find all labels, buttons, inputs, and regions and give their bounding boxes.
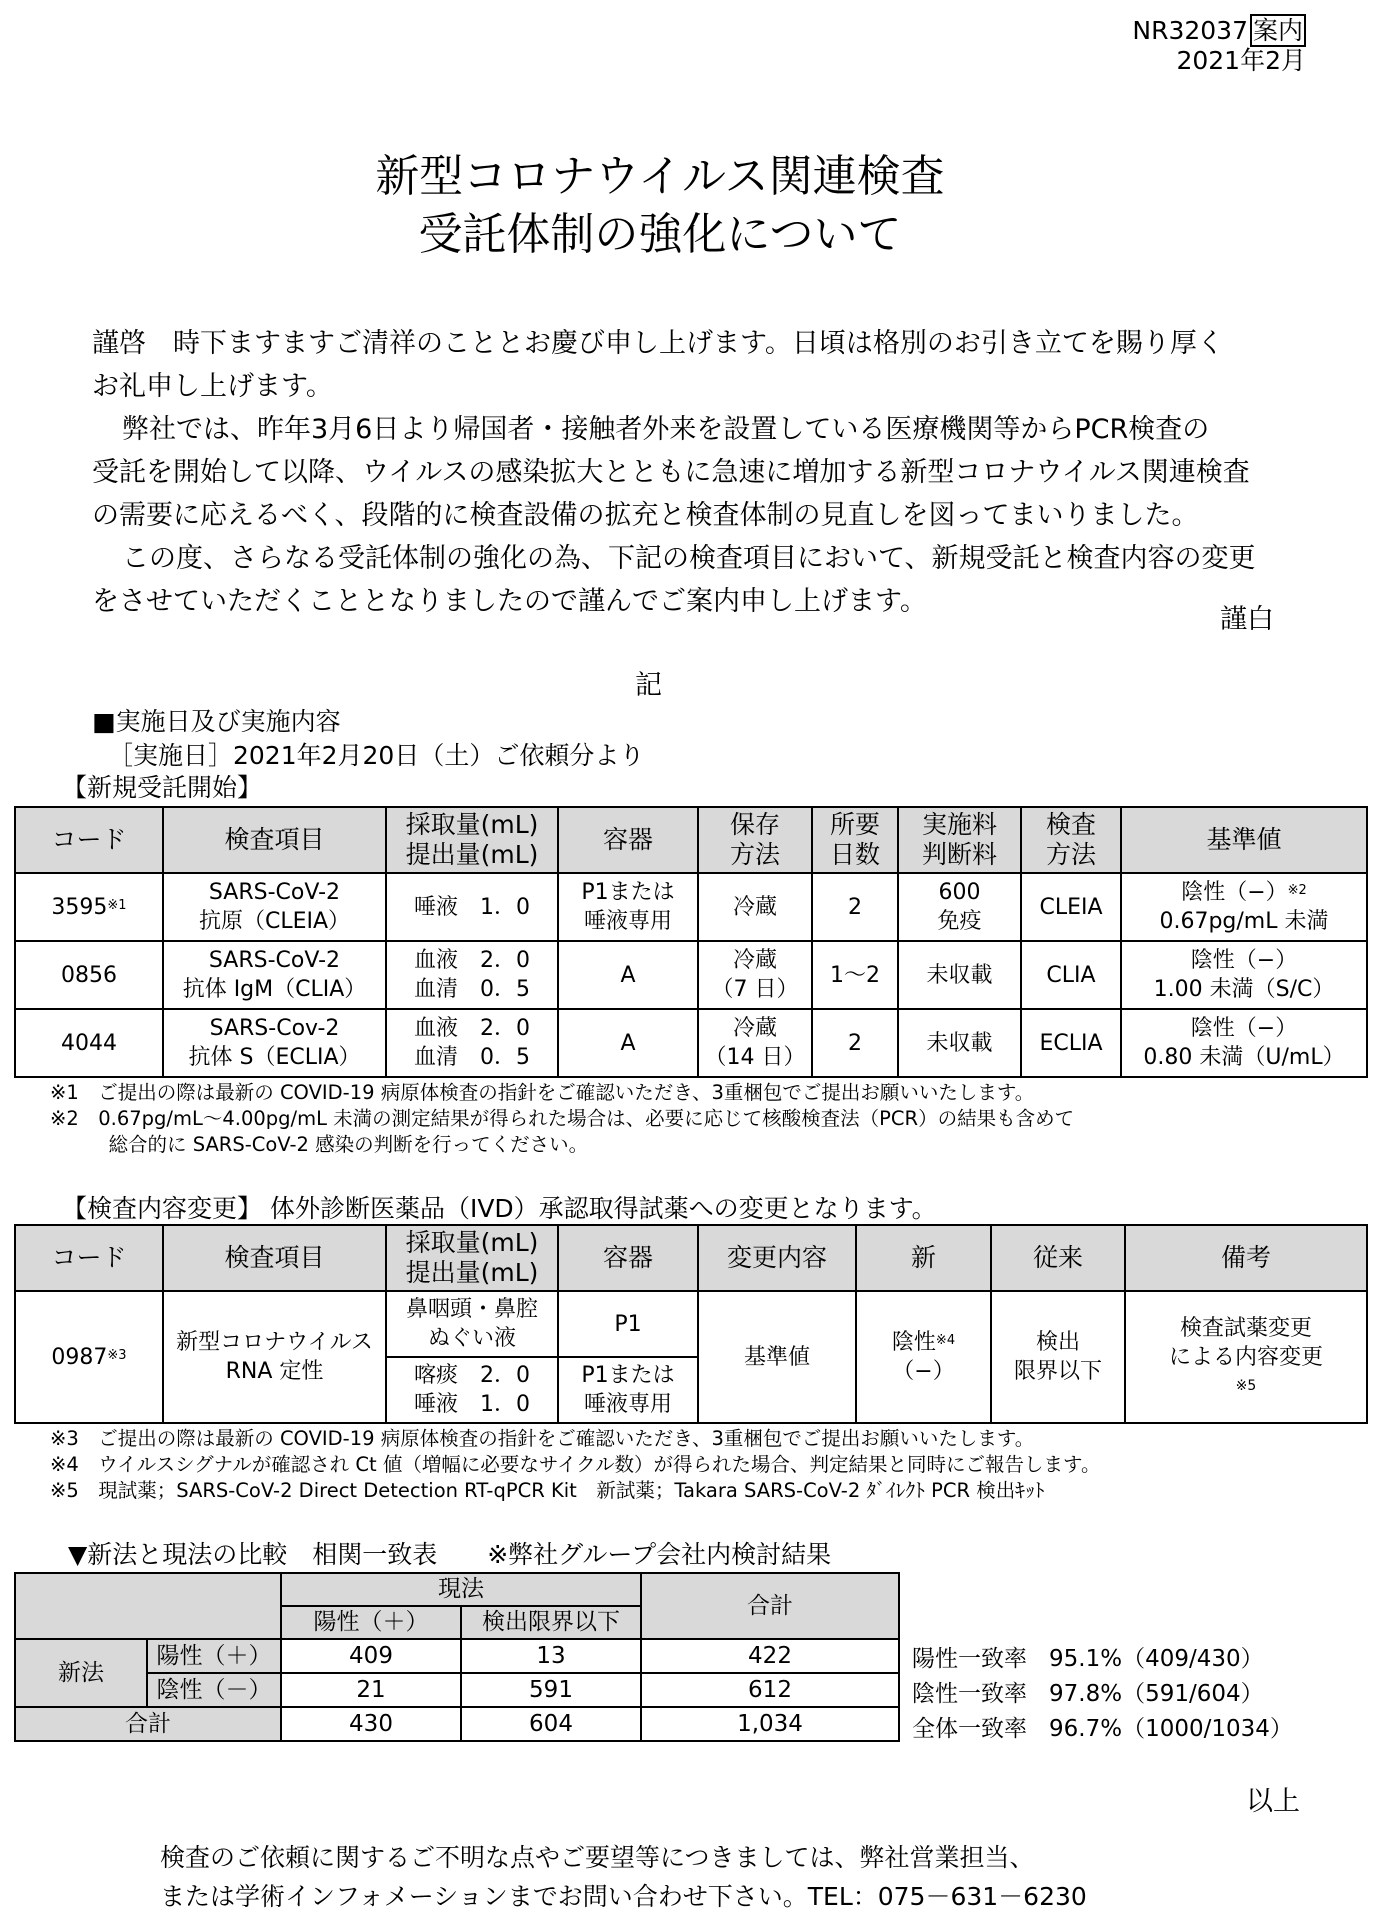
reference-line-2: 0.80 未満（U/mL） [1143, 1045, 1345, 1070]
col-item: 検査項目 [163, 807, 386, 873]
cell-remarks [1125, 1291, 1367, 1423]
cell-value: 430 [281, 1707, 461, 1741]
cell-reference [1121, 873, 1367, 941]
table-row [15, 1009, 1367, 1077]
paragraph-3-line-1: この度、さらなる受託体制の強化の為、下記の検査項目において、新規受託と検査内容の変更 [122, 543, 1256, 574]
col-change: 変更内容 [698, 1225, 856, 1291]
note-4: ※4 ウイルスシグナルが確認され Ct 値（増幅に必要なサイクル数）が得られた場合、判定結果と同時にご報告します。 [50, 1453, 1101, 1476]
item-line-2: 抗体 S（ECLIA） [188, 1045, 361, 1070]
table-row [15, 941, 1367, 1009]
note-marker: ※5 [1235, 1377, 1257, 1394]
col-storage-2: 方法 [729, 840, 780, 869]
cell-method: ECLIA [1021, 1009, 1121, 1077]
item-line-1: 新型コロナウイルス [176, 1330, 373, 1355]
new-tests-table [14, 806, 1368, 1078]
storage-line-1: 冷蔵 [732, 948, 777, 973]
container-line-2: 唾液専用 [583, 909, 672, 934]
cell-item [163, 873, 386, 941]
item-line-2: 抗体 IgM（CLIA） [182, 977, 367, 1002]
cell-code [15, 1291, 163, 1423]
cell-days: 2 [812, 1009, 898, 1077]
reference-line-1: 陰性（−） [1181, 880, 1288, 905]
rate-label: 陽性一致率 [912, 1646, 1027, 1672]
volume-line-2: 血清 0．5 [414, 977, 530, 1002]
paragraph-1-line-2: お礼申し上げます。 [92, 371, 333, 402]
table-row [15, 1291, 1367, 1357]
rate-overall [912, 1712, 1293, 1747]
item-line-2: RNA 定性 [225, 1359, 324, 1384]
cell-item [163, 1291, 386, 1423]
volume-line-2: 血清 0．5 [414, 1045, 530, 1070]
cell-value: 604 [461, 1707, 641, 1741]
cell-days: 1〜2 [812, 941, 898, 1009]
col-container: 容器 [558, 807, 698, 873]
code-value: 3595 [51, 894, 108, 920]
container-line-1: P1または [581, 880, 675, 905]
title-line-1: 新型コロナウイルス関連検査 [375, 151, 945, 202]
cell-volume [386, 1009, 558, 1077]
col-reference: 基準値 [1121, 807, 1367, 873]
cell-container: A [558, 1009, 698, 1077]
cell-reference [1121, 941, 1367, 1009]
rate-value: 97.8%（591/604） [1049, 1681, 1264, 1707]
cell-container-b [558, 1357, 698, 1423]
col-volume [386, 1225, 558, 1291]
table-row [15, 873, 1367, 941]
col-volume-1: 採取量(mL) [405, 810, 539, 839]
storage-line-1: 冷蔵 [732, 1016, 777, 1041]
document-tag: 案内 [1250, 14, 1306, 47]
col-method-2: 方法 [1045, 840, 1096, 869]
table-header-row [15, 807, 1367, 873]
cell-item [163, 1009, 386, 1077]
table-row [15, 1639, 899, 1673]
col-code: コード [15, 807, 163, 873]
ki-heading: 記 [635, 670, 662, 701]
page-title [0, 148, 1320, 264]
section2-heading: 【検査内容変更】 体外診断医薬品（IVD）承認取得試薬への変更となります。 [62, 1194, 937, 1223]
rate-negative [912, 1677, 1293, 1712]
note-5: ※5 現試薬；SARS-CoV-2 Direct Detection RT-qPCR Kit 新試薬；Takara SARS-CoV-2 ﾀﾞｲﾚｸﾄ PCR 検出ｷｯﾄ [50, 1479, 1045, 1502]
cell-old [991, 1291, 1125, 1423]
note-3: ※3 ご提出の際は最新の COVID-19 病原体検査の指針をご確認いただき、3重梱包でご提出お願いいたします。 [50, 1427, 1035, 1450]
cell-volume-a [386, 1291, 558, 1357]
cell-storage [698, 941, 812, 1009]
footer-line-1: 検査のご依頼に関するご不明な点やご要望等につきましては、弊社営業担当、 [160, 1843, 1035, 1872]
cell-value: 422 [641, 1639, 899, 1673]
cell-value: 591 [461, 1673, 641, 1707]
section3-heading: ▼新法と現法の比較 相関一致表 ※弊社グループ会社内検討結果 [68, 1540, 832, 1569]
table-row [15, 1673, 899, 1707]
col-code: コード [15, 1225, 163, 1291]
paragraph-2-line-1: 弊社では、昨年3月6日より帰国者・接触者外来を設置している医療機関等からPCR検査の [122, 414, 1210, 445]
col-volume-2: 提出量(mL) [405, 1258, 539, 1287]
volume-line-1: 唾液 1．0 [414, 894, 530, 920]
closing-text: 謹白 [1220, 604, 1274, 635]
storage-line-2: （14 日） [704, 1045, 806, 1070]
cell-volume-b [386, 1357, 558, 1423]
section1-heading: ■実施日及び実施内容 [92, 707, 341, 736]
col-below-limit: 検出限界以下 [461, 1606, 641, 1639]
table1-notes [50, 1080, 1074, 1158]
corner-cell [15, 1573, 281, 1639]
reference-line-2: 1.00 未満（S/C） [1153, 977, 1335, 1002]
col-fee-2: 判断料 [921, 840, 997, 869]
current-method-header: 現法 [281, 1573, 641, 1606]
end-mark: 以上 [1246, 1786, 1300, 1817]
storage-line-1: 冷蔵 [732, 894, 777, 920]
cell-container: A [558, 941, 698, 1009]
note-2: ※2 0.67pg/mL〜4.00pg/mL 未満の測定結果が得られた場合は、必要に応じて核酸検査法（PCR）の結果も含めて [50, 1107, 1075, 1130]
cell-value: 21 [281, 1673, 461, 1707]
col-days [812, 807, 898, 873]
col-days-2: 日数 [829, 840, 880, 869]
cell-fee: 未収載 [898, 1009, 1021, 1077]
item-line-1: SARS-CoV-2 [208, 880, 341, 905]
table2-notes [50, 1426, 1100, 1504]
code-value: 0987 [51, 1344, 108, 1370]
cell-volume [386, 941, 558, 1009]
cell-reference [1121, 1009, 1367, 1077]
total-header: 合計 [641, 1573, 899, 1639]
table-header-row [15, 1225, 1367, 1291]
col-storage-1: 保存 [729, 810, 780, 839]
content-change-table [14, 1224, 1368, 1424]
cell-code [15, 873, 163, 941]
note-marker: ※4 [935, 1333, 956, 1348]
cell-change: 基準値 [698, 1291, 856, 1423]
cell-container-a: P1 [558, 1291, 698, 1357]
col-item: 検査項目 [163, 1225, 386, 1291]
col-new: 新 [856, 1225, 991, 1291]
fee-line-1: 600 [938, 880, 981, 905]
new-tests-heading: 【新規受託開始】 [62, 773, 263, 802]
volume-b-line-1: 喀痰 2．0 [414, 1363, 530, 1388]
new-method-header: 新法 [15, 1639, 147, 1707]
row-positive: 陽性（＋） [147, 1639, 281, 1673]
remarks-line-2: による内容変更 [1168, 1344, 1323, 1370]
cell-fee: 未収載 [898, 941, 1021, 1009]
new-line-1: 陰性 [891, 1330, 936, 1355]
cell-storage [698, 1009, 812, 1077]
col-fee [898, 807, 1021, 873]
new-line-2: （−） [892, 1359, 955, 1384]
cell-value: 13 [461, 1639, 641, 1673]
reference-line-1: 陰性（−） [1190, 1016, 1298, 1041]
rate-label: 全体一致率 [912, 1716, 1027, 1742]
section1-date: ［実施日］2021年2月20日（土）ご依頼分より [108, 741, 645, 770]
cell-storage [698, 873, 812, 941]
contact-footer [160, 1838, 1087, 1916]
cell-method: CLEIA [1021, 873, 1121, 941]
col-storage [698, 807, 812, 873]
footer-line-2: または学術インフォメーションまでお問い合わせ下さい。TEL：075－631－6230 [160, 1882, 1087, 1911]
row-total: 合計 [15, 1707, 281, 1741]
old-line-2: 限界以下 [1013, 1359, 1102, 1384]
fee-line-2: 免疫 [937, 909, 982, 934]
paragraph-3-line-2: をさせていただくこととなりましたので謹んでご案内申し上げます。 [92, 586, 927, 617]
cell-container [558, 873, 698, 941]
note-marker: ※2 [1287, 883, 1307, 898]
correlation-table [14, 1572, 900, 1742]
cell-value: 612 [641, 1673, 899, 1707]
table-row [15, 1707, 899, 1741]
cell-value: 1,034 [641, 1707, 899, 1741]
col-volume-2: 提出量(mL) [405, 840, 539, 869]
volume-line-1: 血液 2．0 [414, 948, 530, 973]
volume-a-line-2: ぬぐい液 [427, 1326, 516, 1351]
cell-days: 2 [812, 873, 898, 941]
item-line-1: SARS-CoV-2 [208, 948, 341, 973]
container-b-line-2: 唾液専用 [583, 1392, 672, 1417]
note-marker: ※3 [107, 1347, 127, 1363]
cell-item [163, 941, 386, 1009]
col-method-1: 検査 [1045, 810, 1096, 839]
volume-b-line-2: 唾液 1．0 [414, 1392, 530, 1417]
letter-body [92, 322, 1292, 623]
cell-method: CLIA [1021, 941, 1121, 1009]
item-line-1: SARS-Cov-2 [209, 1016, 340, 1041]
col-volume-1: 採取量(mL) [405, 1228, 539, 1257]
cell-new [856, 1291, 991, 1423]
rate-value: 95.1%（409/430） [1049, 1646, 1264, 1672]
storage-line-2: （7 日） [711, 977, 799, 1002]
row-negative: 陰性（－） [147, 1673, 281, 1707]
table-header-row [15, 1573, 899, 1606]
rate-label: 陰性一致率 [912, 1681, 1027, 1707]
col-positive: 陽性（＋） [281, 1606, 461, 1639]
document-number-block [1132, 16, 1306, 76]
col-fee-1: 実施料 [921, 810, 997, 839]
title-line-2: 受託体制の強化について [418, 209, 902, 260]
volume-line-1: 血液 2．0 [414, 1016, 530, 1041]
paragraph-1-line-1: 謹啓 時下ますますご清祥のこととお慶び申し上げます。日頃は格別のお引き立てを賜り厚く [92, 328, 1224, 359]
document-number: NR32037 [1132, 16, 1248, 45]
agreement-rates [912, 1642, 1293, 1747]
cell-fee [898, 873, 1021, 941]
col-volume [386, 807, 558, 873]
remarks-line-1: 検査試薬変更 [1179, 1315, 1312, 1341]
paragraph-2-line-3: の需要に応えるべく、段階的に検査設備の拡充と検査体制の見直しを図ってまいりました。 [92, 500, 1199, 531]
rate-value: 96.7%（1000/1034） [1049, 1716, 1293, 1742]
cell-volume [386, 873, 558, 941]
reference-line-1: 陰性（−） [1190, 948, 1298, 973]
document-date: 2021年2月 [1176, 46, 1306, 75]
volume-a-line-1: 鼻咽頭・鼻腔 [405, 1297, 538, 1322]
note-marker: ※1 [107, 897, 127, 913]
old-line-1: 検出 [1035, 1330, 1080, 1355]
col-old: 従来 [991, 1225, 1125, 1291]
item-line-2: 抗原（CLEIA） [198, 909, 351, 934]
paragraph-2-line-2: 受託を開始して以降、ウイルスの感染拡大とともに急速に増加する新型コロナウイルス関連検査 [92, 457, 1250, 488]
col-method [1021, 807, 1121, 873]
col-container: 容器 [558, 1225, 698, 1291]
note-2-cont: 総合的に SARS-CoV-2 感染の判断を行ってください。 [50, 1133, 589, 1156]
note-1: ※1 ご提出の際は最新の COVID-19 病原体検査の指針をご確認いただき、3重梱包でご提出お願いいたします。 [50, 1081, 1035, 1104]
cell-code: 0856 [15, 941, 163, 1009]
rate-positive [912, 1642, 1293, 1677]
reference-line-2: 0.67pg/mL 未満 [1159, 909, 1329, 934]
col-days-1: 所要 [829, 810, 880, 839]
cell-code: 4044 [15, 1009, 163, 1077]
container-b-line-1: P1または [581, 1363, 675, 1388]
col-remarks: 備考 [1125, 1225, 1367, 1291]
cell-value: 409 [281, 1639, 461, 1673]
